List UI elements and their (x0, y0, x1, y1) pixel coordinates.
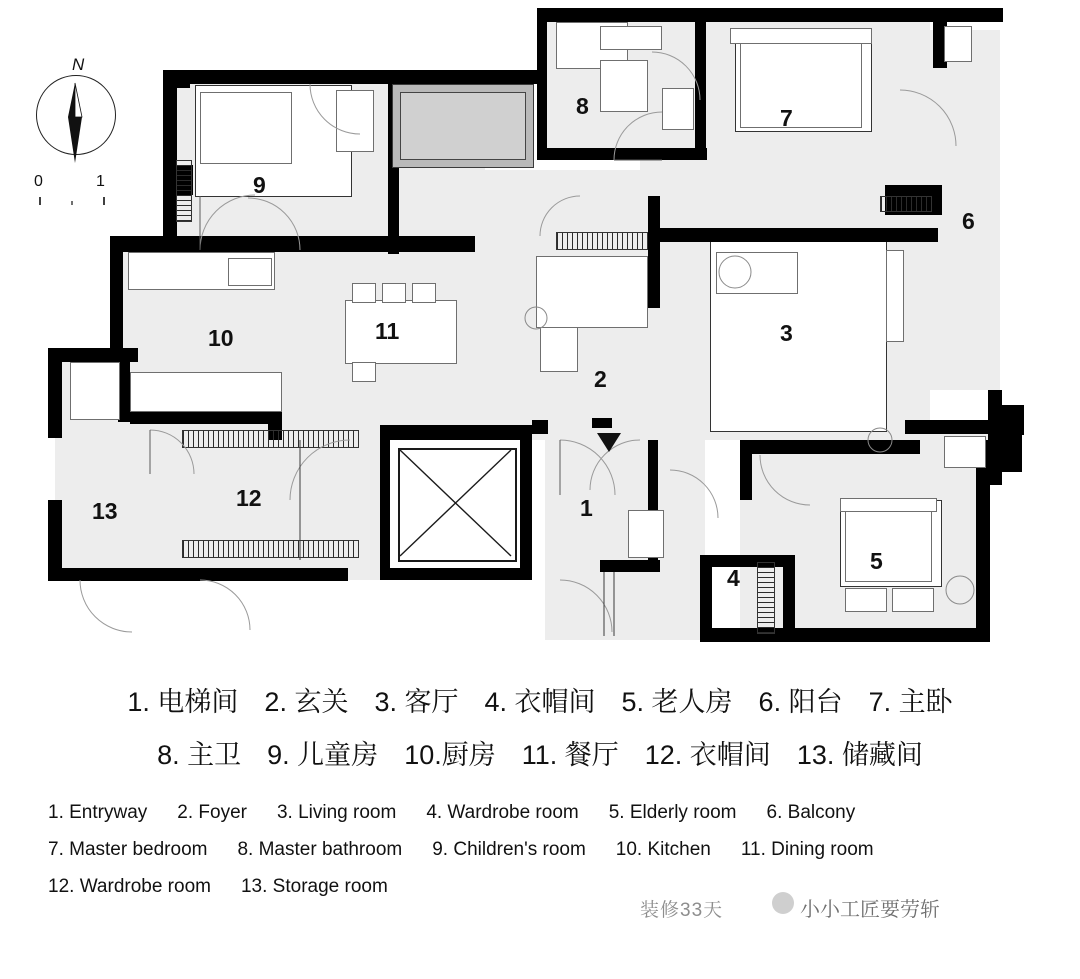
legend-cn-10: 10.厨房 (404, 740, 496, 770)
wall-elderly-right (976, 440, 990, 640)
wall-top-bed7 (787, 8, 937, 22)
balcony-washer (944, 26, 972, 62)
legend-en-13: 13. Storage room (240, 876, 388, 898)
legend-en-1: 1. Entryway (48, 802, 148, 823)
storage-shelf (70, 362, 120, 420)
legend-cn-6: 6. 阳台 (758, 687, 843, 717)
legend-cn-13: 13. 储藏间 (796, 740, 923, 770)
legend-cn-11: 11. 餐厅 (521, 740, 619, 770)
room-number-12: 12 (236, 485, 262, 511)
balcony-sink-right (944, 436, 986, 468)
legend-en-12: 12. Wardrobe room (48, 876, 211, 898)
room-number-13: 13 (92, 498, 118, 524)
wall-elevator-right (520, 425, 532, 580)
bed-master-headboard (730, 28, 872, 44)
kitchen-sink (228, 258, 272, 286)
wall-elderly-bottom (700, 628, 990, 642)
wall-elderly-top (740, 440, 920, 454)
watermark-logo-icon (772, 892, 794, 914)
legend-cn-1: 1. 电梯间 (127, 687, 239, 717)
kitchen-counter-bottom (130, 372, 282, 412)
wall-left-bump-b (168, 70, 190, 88)
wardrobe-hatch-6 (176, 160, 192, 222)
wall-kids-top (163, 70, 453, 84)
sofa-living (716, 252, 798, 294)
closet-entry (628, 510, 664, 558)
legend-en (0, 794, 1080, 905)
legend-cn-9: 9. 儿童房 (267, 740, 379, 770)
room-number-1: 1 (580, 495, 593, 521)
wall-top-corridor (707, 8, 787, 22)
wall-wardrobe4-left (700, 555, 712, 640)
wall-entry-left (380, 440, 390, 580)
pillar-balcony-left (1000, 405, 1024, 435)
wall-living-top-right (898, 228, 938, 242)
legend-en-9: 9. Children's room (432, 839, 586, 861)
bed-elderly-head (840, 498, 937, 512)
legend-cn-row-2 (0, 733, 1080, 772)
room-number-2: 2 (594, 366, 607, 392)
legend-en-10: 10. Kitchen (615, 839, 711, 861)
wardrobe-hatch-4 (757, 562, 775, 634)
wall-corridor-vert (648, 196, 660, 242)
room-number-5: 5 (870, 548, 883, 574)
wall-balcony-top-cap (933, 8, 1003, 22)
legend-en-5: 5. Elderly room (608, 802, 737, 823)
dining-chair-2 (382, 283, 406, 303)
legend-cn-row-1 (0, 680, 1080, 719)
compass-scale-start: 0 (34, 173, 43, 190)
legend (0, 680, 1080, 905)
legend-en-6: 6. Balcony (766, 802, 856, 823)
toilet-master (662, 88, 694, 130)
legend-cn-5: 5. 老人房 (621, 687, 733, 717)
compass-rose (30, 55, 150, 205)
room-number-9: 9 (253, 172, 266, 198)
room-number-11: 11 (375, 318, 400, 344)
compass-north-label: N (72, 55, 85, 74)
void-inner (400, 92, 526, 160)
wall-kitchen-left (110, 236, 123, 351)
nightstand-elderly (845, 588, 887, 612)
legend-cn-4: 4. 衣帽间 (484, 687, 596, 717)
bath-vanity-master (600, 26, 662, 50)
room-number-7: 7 (780, 105, 793, 131)
legend-en-2: 2. Foyer (177, 802, 247, 823)
kids-bed (200, 92, 292, 164)
wall-right-elderly-top (905, 420, 1003, 434)
room-number-6: 6 (962, 208, 975, 234)
wall-right-bump (1000, 432, 1022, 472)
wardrobe-hatch-3 (556, 232, 648, 250)
wall-kitchen-bottom (130, 410, 280, 424)
legend-en-3: 3. Living room (276, 802, 397, 823)
wall-elderly-left (740, 440, 752, 500)
bed-master (740, 36, 862, 128)
legend-cn-8: 8. 主卫 (157, 740, 242, 770)
legend-en-8: 8. Master bathroom (237, 839, 403, 861)
watermark-brand: 小小工匠要劳斩 (800, 899, 940, 921)
legend-cn-2: 2. 玄关 (264, 687, 349, 717)
tv-console (886, 250, 904, 342)
wardrobe-hatch-2 (182, 540, 359, 558)
compass-scale-end: 1 (96, 173, 105, 190)
wall-kids-left (163, 70, 177, 250)
wall-elevator-top (380, 425, 530, 440)
legend-en-row-2 (48, 831, 1032, 868)
compass-needle-icon (30, 55, 150, 205)
dining-chair-4 (352, 362, 376, 382)
wall-wardrobe4-top (700, 555, 795, 567)
wall-storage-bottom (48, 568, 348, 581)
bath-shower-master (600, 60, 648, 112)
legend-en-4: 4. Wardrobe room (426, 802, 579, 823)
pillar-center (592, 418, 612, 428)
legend-cn-12: 12. 衣帽间 (644, 740, 771, 770)
wall-mbath-bottom (537, 148, 647, 160)
wall-kids-top-right (453, 70, 543, 84)
wall-living-top (648, 228, 898, 242)
dining-chair-3 (412, 283, 436, 303)
dining-chair-1 (352, 283, 376, 303)
legend-en-row-1 (48, 794, 1032, 831)
dining-table (345, 300, 457, 364)
wall-wardrobe4-right (783, 555, 795, 640)
wall-top-mbath (537, 8, 707, 22)
legend-cn-3: 3. 客厅 (374, 687, 459, 717)
kids-desk (336, 90, 374, 152)
watermark-text: 装修33天 (640, 900, 724, 921)
wall-mbath-right (695, 22, 706, 160)
bed-elderly (845, 505, 932, 582)
room-number-4: 4 (727, 565, 740, 591)
wall-elevator-bottom (380, 568, 532, 580)
wardrobe-hatch-5 (880, 196, 932, 212)
legend-en-7: 7. Master bedroom (48, 839, 208, 861)
room-number-3: 3 (780, 320, 793, 346)
elevator-core (398, 448, 517, 562)
foyer-cabinet (536, 256, 648, 328)
nightstand-elderly-2 (892, 588, 934, 612)
room-fill-entry (545, 420, 705, 640)
room-number-8: 8 (576, 93, 589, 119)
wall-mbath-bottom-right (647, 148, 707, 160)
wardrobe-hatch-1 (182, 430, 359, 448)
pillar-entry (532, 420, 548, 434)
legend-en-11: 11. Dining room (740, 839, 874, 861)
room-number-10: 10 (208, 325, 234, 351)
wall-storage-top (48, 348, 138, 362)
legend-cn-7: 7. 主卧 (868, 687, 953, 717)
